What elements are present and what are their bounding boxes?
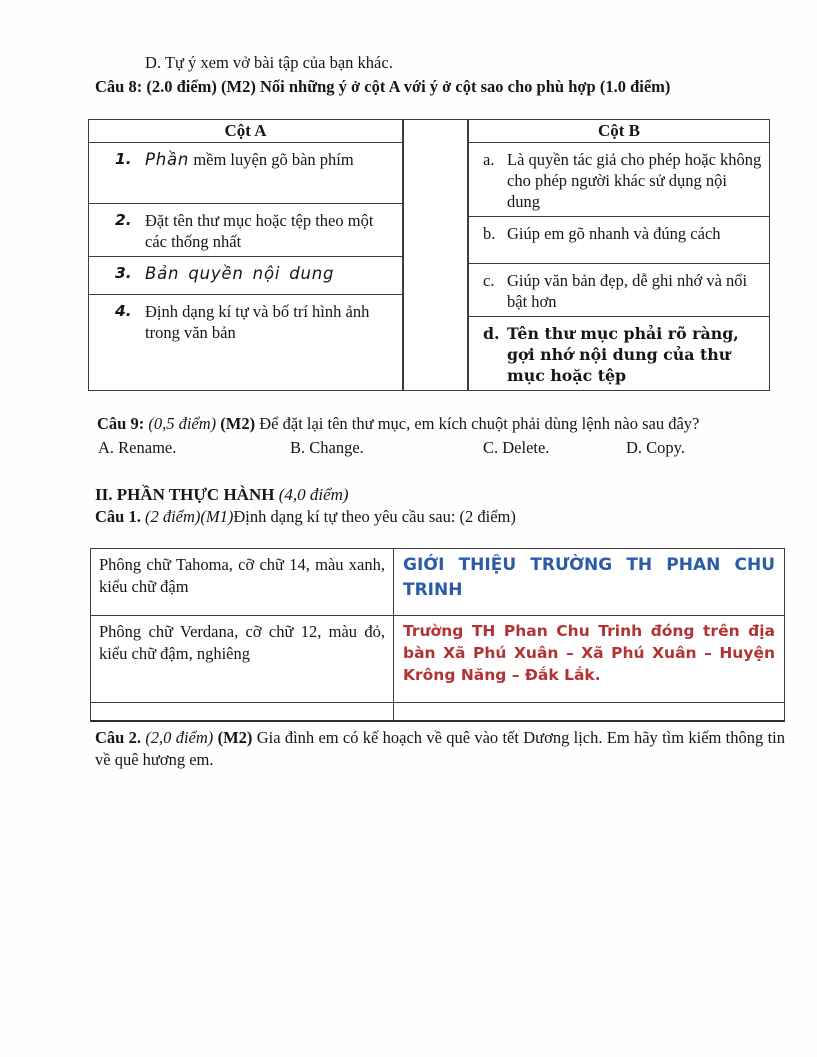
col-b-item-d-letter: d. — [483, 324, 500, 343]
col-b-item-a-letter: a. — [483, 150, 495, 169]
section-2-title: II. PHẦN THỰC HÀNH — [95, 485, 275, 504]
col-a-item-3 — [89, 257, 402, 295]
col-a-item-2-number: 2. — [115, 211, 132, 229]
col-b-item-c — [469, 264, 769, 317]
format-instruction-1: Phông chữ Tahoma, cỡ chữ 14, màu xanh, kiểu chữ đậm — [91, 549, 394, 615]
format-instruction-2: Phông chữ Verdana, cỡ chữ 12, màu đỏ, kiểu chữ đậm, nghiêng — [91, 616, 394, 702]
col-b-item-b — [469, 217, 769, 264]
question-2-text: Gia đình em có kế hoạch về quê vào tết Dương lịch. Em hãy tìm kiếm thông tin về quê hương em. — [95, 728, 785, 769]
option-b: B. Change. — [290, 438, 364, 457]
col-b-item-b-letter: b. — [483, 224, 496, 243]
col-a-item-3-number: 3. — [115, 264, 132, 282]
question-9-text: Để đặt lại tên thư mục, em kích chuột phải dùng lệnh nào sau đây? — [259, 414, 700, 433]
col-b-item-a-text: Là quyền tác giả cho phép hoặc không cho phép người khác sử dụng nội dung — [507, 150, 762, 211]
matching-gap-column — [403, 119, 468, 391]
question-9-marker: (M2) — [220, 414, 256, 433]
option-a: A. Rename. — [98, 438, 177, 457]
format-row-tahoma — [91, 549, 784, 616]
column-a-header: Cột A — [89, 120, 402, 143]
format-result-2: Trường TH Phan Chu Trinh đóng trên địa bàn Xã Phú Xuân – Xã Phú Xuân – Huyện Krông Năng – Đắk Lắk. — [403, 622, 775, 684]
question-8-label: Câu 8: — [95, 77, 143, 96]
question-2-marker: (M2) — [217, 728, 253, 747]
format-result-1: GIỚI THIỆU TRƯỜNG TH PHAN CHU TRINH — [403, 555, 775, 600]
formatting-table — [90, 548, 785, 722]
col-b-item-d-text: Tên thư mục phải rõ ràng, gợi nhớ nội dung của thư mục hoặc tệp — [507, 324, 739, 385]
col-a-item-1-text: Phần mềm luyện gõ bàn phím — [145, 150, 354, 169]
option-d: D. Copy. — [626, 438, 685, 457]
col-b-item-d — [469, 317, 769, 390]
question-8-text: (2.0 điểm) (M2) Nối những ý ở cột A với ý ở cột sao cho phù hợp (1.0 điểm) — [142, 77, 671, 96]
question-8-heading — [95, 76, 785, 98]
column-b-header: Cột B — [469, 120, 769, 143]
question-9-label: Câu 9: — [97, 414, 145, 433]
col-a-item-4-text: Định dạng kí tự và bố trí hình ảnh trong văn bản — [145, 302, 370, 342]
section-2-points: (4,0 điểm) — [278, 485, 349, 504]
col-a-item-2-text: Đặt tên thư mục hoặc tệp theo một các thống nhất — [145, 211, 374, 251]
matching-table — [88, 119, 770, 391]
col-a-item-2 — [89, 204, 402, 257]
format-row-empty — [91, 703, 784, 720]
col-a-item-1 — [89, 143, 402, 204]
question-1-label: Câu 1. — [95, 507, 141, 526]
question-1-points: (2 điểm)(M1) — [144, 507, 234, 526]
column-a-table — [88, 119, 403, 391]
answer-option-d-line: D. Tự ý xem vở bài tập của bạn khác. — [145, 53, 393, 72]
question-9-heading — [97, 413, 785, 435]
question-1-text: Định dạng kí tự theo yêu cầu sau: (2 điểm) — [233, 507, 516, 526]
col-a-item-4-number: 4. — [115, 302, 132, 320]
format-empty-left-cell — [91, 703, 394, 720]
question-9-options — [98, 437, 785, 459]
question-2-paragraph — [95, 727, 785, 771]
col-b-item-c-text: Giúp văn bản đẹp, dễ ghi nhớ và nổi bật hơn — [507, 271, 748, 311]
col-b-item-b-text: Giúp em gõ nhanh và đúng cách — [507, 224, 721, 243]
col-a-item-3-text: Bản quyền nội dung — [145, 264, 335, 283]
column-b-table — [468, 119, 770, 391]
section-2-heading — [95, 483, 785, 506]
col-b-item-a — [469, 143, 769, 217]
col-b-item-c-letter: c. — [483, 271, 495, 290]
option-c: C. Delete. — [483, 438, 550, 457]
question-1-heading — [95, 506, 785, 528]
col-a-item-4 — [89, 295, 402, 356]
format-empty-right-cell — [394, 703, 784, 720]
question-9-points: (0,5 điểm) — [148, 414, 217, 433]
format-row-verdana — [91, 616, 784, 703]
col-a-item-1-number: 1. — [115, 150, 132, 168]
question-2-label: Câu 2. — [95, 728, 142, 747]
question-2-points: (2,0 điểm) — [145, 728, 214, 747]
